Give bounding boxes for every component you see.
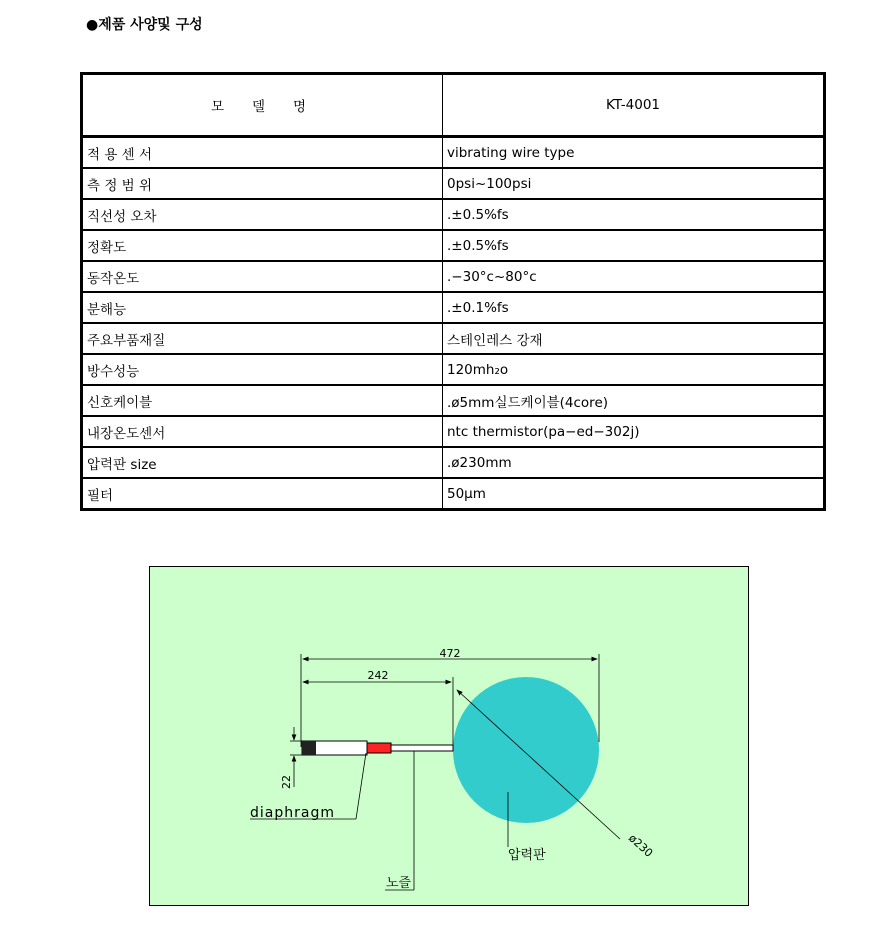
- row-label: 측 정 범 위: [82, 168, 443, 199]
- row-value: .ø230mm: [443, 447, 825, 478]
- row-value: .±0.1%fs: [443, 292, 825, 323]
- row-value: 0psi~100psi: [443, 168, 825, 199]
- row-label: 직선성 오차: [82, 199, 443, 230]
- nozzle-label: 노즐: [386, 876, 412, 891]
- model-value: KT-4001: [443, 74, 825, 137]
- table-header-row: [82, 74, 825, 137]
- spec-table: [80, 72, 826, 511]
- table-row: [82, 416, 825, 447]
- pressure-plate-shape: [453, 677, 599, 823]
- diaphragm-label: diaphragm: [250, 805, 335, 821]
- sensor-drawing-svg: [150, 567, 748, 905]
- table-row: [82, 323, 825, 354]
- row-label: 방수성능: [82, 354, 443, 385]
- plate-label: 압력판: [508, 848, 546, 863]
- row-value: .ø5mm실드케이블(4core): [443, 385, 825, 416]
- diaphragm-shape: [367, 743, 391, 753]
- row-value: ntc thermistor(pa−ed−302j): [443, 416, 825, 447]
- sensor-drawing: [149, 566, 749, 906]
- dim-height-text: 22: [280, 775, 293, 789]
- table-row: [82, 292, 825, 323]
- sensor-cap-shape: [302, 741, 316, 755]
- section-title: ●제품 사양및 구성: [86, 17, 203, 33]
- nozzle-tube-shape: [391, 745, 453, 751]
- table-row: [82, 230, 825, 261]
- dim-diameter-text: ø230: [625, 831, 656, 860]
- row-label: 적 용 센 서: [82, 137, 443, 169]
- row-value: vibrating wire type: [443, 137, 825, 169]
- row-value: .±0.5%fs: [443, 199, 825, 230]
- table-row: [82, 354, 825, 385]
- model-label: 모델명: [82, 74, 443, 137]
- row-label: 분해능: [82, 292, 443, 323]
- table-row: [82, 199, 825, 230]
- row-value: .−30°c~80°c: [443, 261, 825, 292]
- row-label: 정확도: [82, 230, 443, 261]
- table-row: [82, 261, 825, 292]
- table-row: [82, 385, 825, 416]
- row-value: 120mh₂o: [443, 354, 825, 385]
- table-row: [82, 137, 825, 169]
- leader-line: [356, 753, 366, 819]
- row-value: .±0.5%fs: [443, 230, 825, 261]
- table-row: [82, 478, 825, 510]
- row-label: 내장온도센서: [82, 416, 443, 447]
- row-label: 동작온도: [82, 261, 443, 292]
- row-label: 필터: [82, 478, 443, 510]
- row-label: 신호케이블: [82, 385, 443, 416]
- dim-body-text: 242: [367, 669, 389, 682]
- row-label: 압력판 size: [82, 447, 443, 478]
- table-row: [82, 447, 825, 478]
- row-value: 스테인레스 강재: [443, 323, 825, 354]
- row-value: 50μm: [443, 478, 825, 510]
- row-label: 주요부품재질: [82, 323, 443, 354]
- table-row: [82, 168, 825, 199]
- dim-overall-text: 472: [439, 647, 461, 660]
